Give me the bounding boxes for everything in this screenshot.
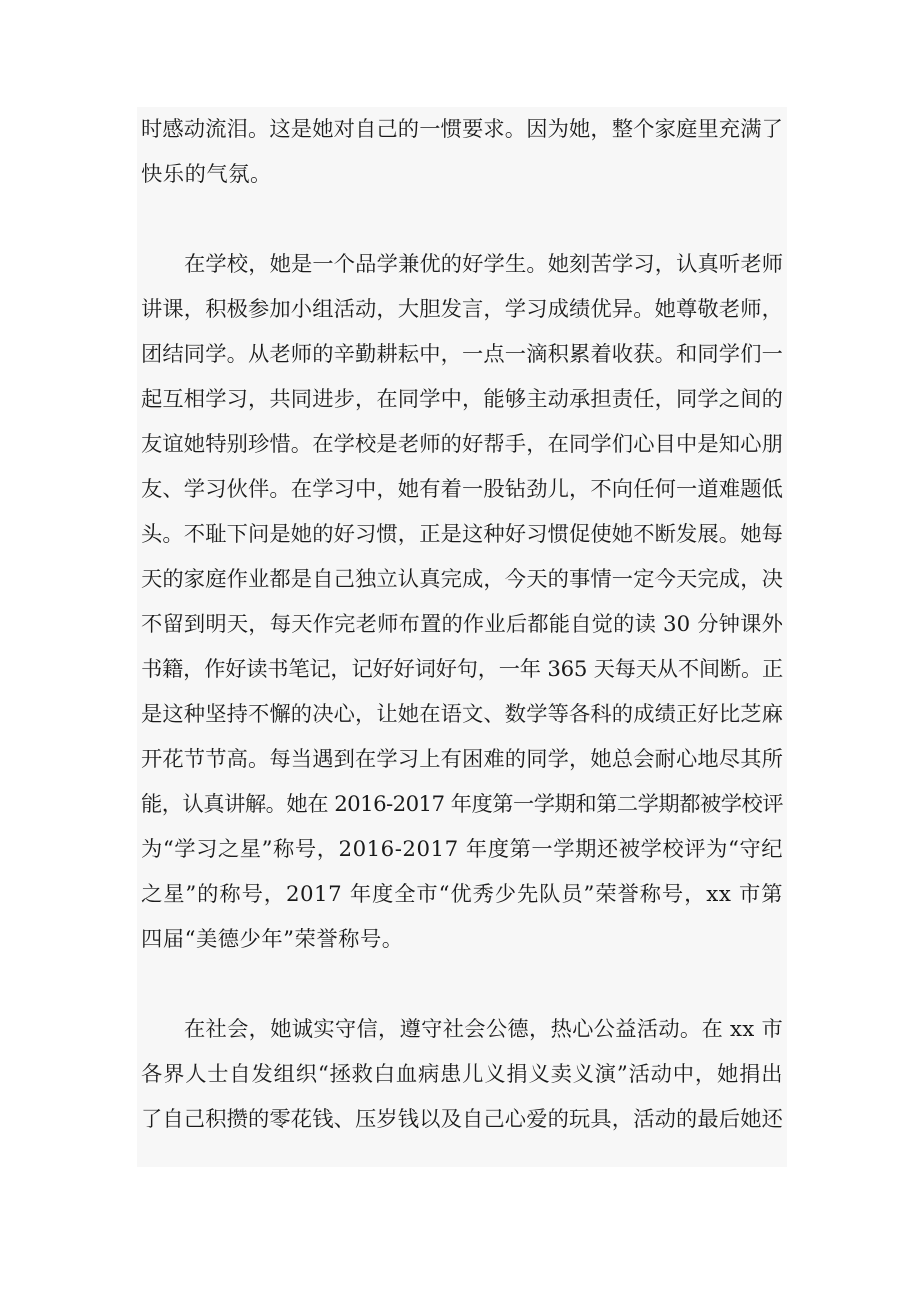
paragraph-1 xyxy=(141,107,783,197)
text-line: 是这种坚持不懈的决心，让她在语文、数学等各科的成绩正好比芝麻 xyxy=(141,702,783,727)
text-line: 了自己积攒的零花钱、压岁钱以及自己心爱的玩具，活动的最后她还 xyxy=(141,1107,783,1132)
text-line: 开花节节高。每当遇到在学习上有困难的同学，她总会耐心地尽其所 xyxy=(141,747,783,772)
paragraph-gap xyxy=(141,962,783,1007)
paragraph-3 xyxy=(141,1007,783,1142)
body-text xyxy=(137,107,787,1167)
text-line: 时感动流泪。这是她对自己的一惯要求。因为她，整个家庭里充满了 xyxy=(141,117,783,142)
text-line: 为“学习之星”称号，2016-2017 年度第一学期还被学校评为“守纪 xyxy=(141,837,783,862)
text-line: 团结同学。从老师的辛勤耕耘中，一点一滴积累着收获。和同学们一 xyxy=(141,342,783,367)
text-line: 各界人士自发组织“拯救白血病患儿义捐义卖义演”活动中，她捐出 xyxy=(141,1062,783,1087)
text-line: 之星”的称号，2017 年度全市“优秀少先队员”荣誉称号，xx 市第 xyxy=(141,882,783,907)
text-line: 天的家庭作业都是自己独立认真完成，今天的事情一定今天完成，决 xyxy=(141,567,783,592)
paragraph-gap xyxy=(141,197,783,242)
text-line: 书籍，作好读书笔记，记好好词好句，一年 365 天每天从不间断。正 xyxy=(141,657,783,682)
text-line: 四届“美德少年”荣誉称号。 xyxy=(141,927,404,952)
text-line: 起互相学习，共同进步，在同学中，能够主动承担责任，同学之间的 xyxy=(141,387,783,412)
text-line: 友、学习伙伴。在学习中，她有着一股钻劲儿，不向任何一道难题低 xyxy=(141,477,783,502)
text-line: 友谊她特别珍惜。在学校是老师的好帮手，在同学们心目中是知心朋 xyxy=(141,432,783,457)
text-line: 头。不耻下问是她的好习惯，正是这种好习惯促使她不断发展。她每 xyxy=(141,522,783,547)
text-line: 在学校，她是一个品学兼优的好学生。她刻苦学习，认真听老师 xyxy=(184,252,784,277)
text-line: 在社会，她诚实守信，遵守社会公德，热心公益活动。在 xx 市 xyxy=(184,1017,783,1042)
paragraph-2 xyxy=(141,242,783,962)
text-line: 不留到明天，每天作完老师布置的作业后都能自觉的读 30 分钟课外 xyxy=(141,612,783,637)
text-line: 能，认真讲解。她在 2016-2017 年度第一学期和第二学期都被学校评 xyxy=(141,792,783,817)
text-line: 讲课，积极参加小组活动，大胆发言，学习成绩优异。她尊敬老师， xyxy=(141,297,783,322)
text-line: 快乐的气氛。 xyxy=(141,162,272,187)
